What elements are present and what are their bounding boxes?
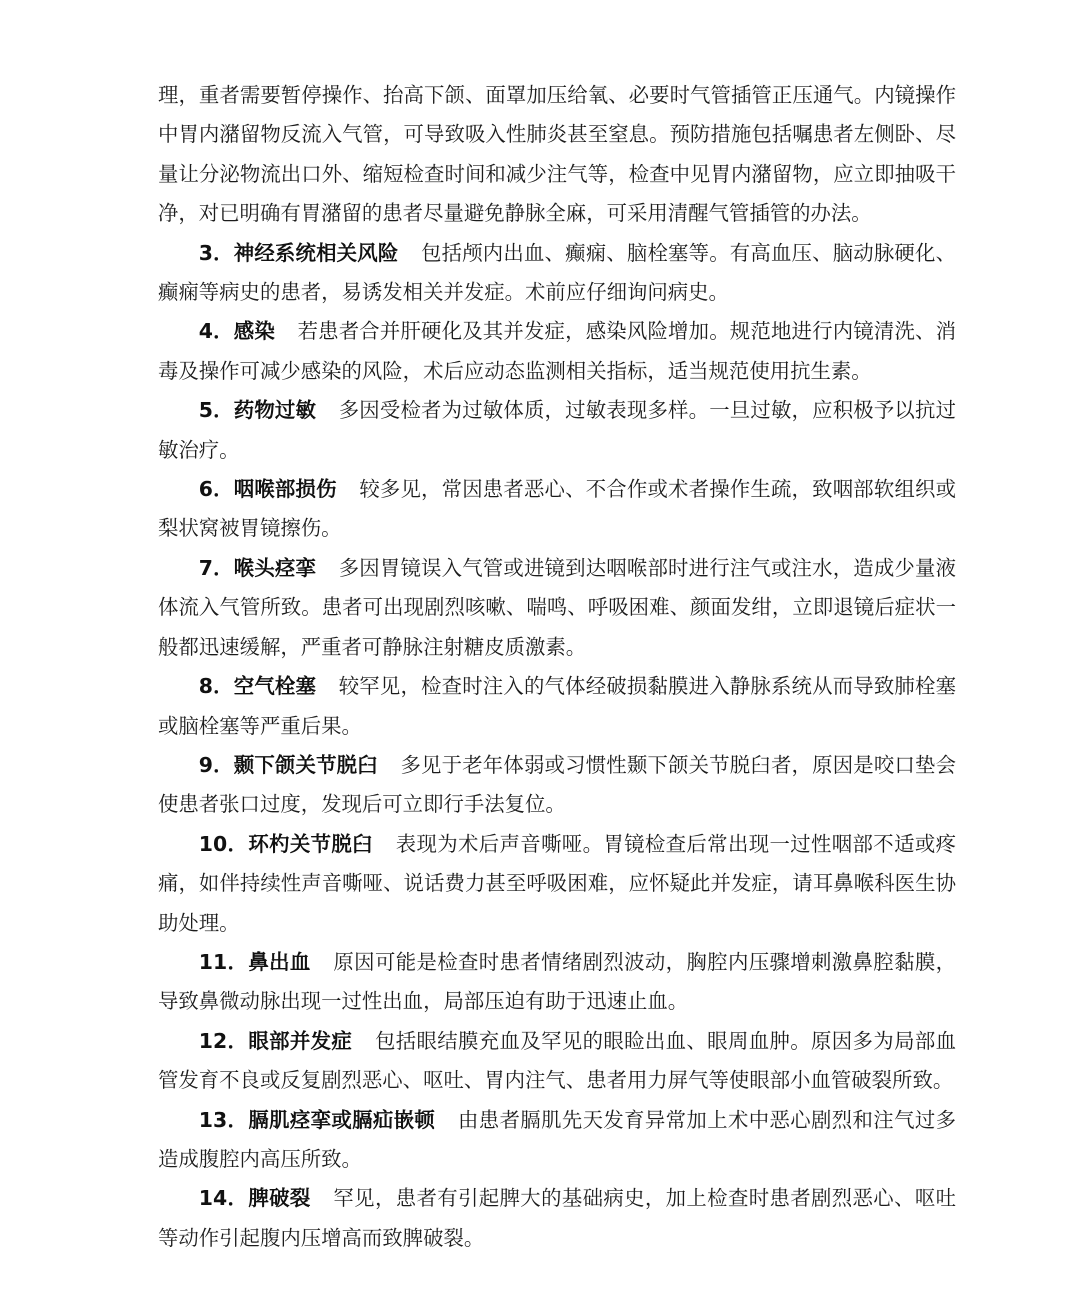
item-heading: 环杓关节脱臼 xyxy=(248,831,373,856)
item-number: 10． xyxy=(198,831,249,856)
item-number: 6． xyxy=(198,477,234,502)
item-body: 若患者合并肝硬化及其并发症，感染风险增加。规范地进行内镜清洗、消毒及操作可减少感染的风险，术后应动态监测相关指标，适当规范使用抗生素。 xyxy=(158,319,956,383)
continuation-paragraph: 理，重者需要暂停操作、抬高下颌、面罩加压给氧、必要时气管插管正压通气。内镜操作中胃内潴留物反流入气管，可导致吸入性肺炎甚至窒息。预防措施包括嘱患者左侧卧、尽量让分泌物流出口外、缩短检查时间和减少注气等，检查中见胃内潴留物，应立即抽吸干净，对已明确有胃潴留的患者尽量避免静脉全麻，可采用清醒气管插管的办法。 xyxy=(158,83,956,226)
item-body: 包括颅内出血、癫痫、脑栓塞等。有高血压、脑动脉硬化、癫痫等病史的患者，易诱发相关并发症。术前应仔细询问病史。 xyxy=(158,240,956,305)
item-number: 7． xyxy=(198,555,234,580)
list-item xyxy=(158,549,956,667)
list-item xyxy=(158,1101,956,1180)
item-body: 罕见，患者有引起脾大的基础病史，加上检查时患者剧烈恶心、呕吐等动作引起腹内压增高而致脾破裂。 xyxy=(158,1186,956,1250)
item-heading: 药物过敏 xyxy=(233,398,317,423)
list-item xyxy=(158,1179,956,1258)
body-text xyxy=(158,76,956,1258)
list-item xyxy=(158,746,956,825)
list-item xyxy=(158,943,956,1022)
item-number: 13． xyxy=(198,1107,249,1132)
item-heading: 膈肌痉挛或膈疝嵌顿 xyxy=(248,1107,436,1132)
item-body: 由患者膈肌先天发育异常加上术中恶心剧烈和注气过多造成腹腔内高压所致。 xyxy=(158,1107,956,1171)
item-heading: 喉头痉挛 xyxy=(233,555,317,580)
item-body: 包括眼结膜充血及罕见的眼睑出血、眼周血肿。原因多为局部血管发育不良或反复剧烈恶心、呕吐、胃内注气、患者用力屏气等使眼部小血管破裂所致。 xyxy=(158,1028,956,1093)
item-body: 较罕见，检查时注入的气体经破损黏膜进入静脉系统从而导致肺栓塞或脑栓塞等严重后果。 xyxy=(158,674,956,738)
item-heading: 神经系统相关风险 xyxy=(233,240,399,265)
item-number: 14． xyxy=(198,1186,249,1211)
item-body: 表现为术后声音嘶哑。胃镜检查后常出现一过性咽部不适或疼痛，如伴持续性声音嘶哑、说话费力甚至呼吸困难，应怀疑此并发症，请耳鼻喉科医生协助处理。 xyxy=(158,831,956,935)
list-item xyxy=(158,234,956,313)
item-number: 11． xyxy=(198,949,249,974)
item-number: 8． xyxy=(198,674,234,699)
list-item xyxy=(158,470,956,549)
list-item xyxy=(158,667,956,746)
item-body: 多因受检者为过敏体质，过敏表现多样。一旦过敏，应积极予以抗过敏治疗。 xyxy=(158,398,956,462)
list-item xyxy=(158,391,956,470)
item-number: 12． xyxy=(198,1028,249,1053)
list-item xyxy=(158,825,956,943)
item-number: 5． xyxy=(198,398,234,423)
item-heading: 脾破裂 xyxy=(248,1186,311,1211)
item-heading: 颞下颌关节脱臼 xyxy=(233,752,378,777)
item-body: 原因可能是检查时患者情绪剧烈波动，胸腔内压骤增刺激鼻腔黏膜，导致鼻微动脉出现一过性出血，局部压迫有助于迅速止血。 xyxy=(158,949,956,1014)
item-number: 3． xyxy=(198,240,234,265)
item-heading: 眼部并发症 xyxy=(248,1028,353,1053)
list-item xyxy=(158,312,956,391)
item-number: 4． xyxy=(198,319,234,344)
list-item xyxy=(158,1022,956,1101)
item-body: 较多见，常因患者恶心、不合作或术者操作生疏，致咽部软组织或梨状窝被胃镜擦伤。 xyxy=(158,477,957,541)
item-heading: 鼻出血 xyxy=(248,949,311,974)
item-body: 多见于老年体弱或习惯性颞下颌关节脱臼者，原因是咬口垫会使患者张口过度，发现后可立即行手法复位。 xyxy=(158,752,956,817)
item-body: 多因胃镜误入气管或进镜到达咽喉部时进行注气或注水，造成少量液体流入气管所致。患者可出现剧烈咳嗽、喘鸣、呼吸困难、颜面发绀，立即退镜后症状一般都迅速缓解，严重者可静脉注射糖皮质激素。 xyxy=(158,555,956,659)
item-heading: 咽喉部损伤 xyxy=(233,477,337,502)
item-number: 9． xyxy=(198,752,234,777)
item-heading: 感染 xyxy=(233,319,275,344)
item-heading: 空气栓塞 xyxy=(233,674,317,699)
